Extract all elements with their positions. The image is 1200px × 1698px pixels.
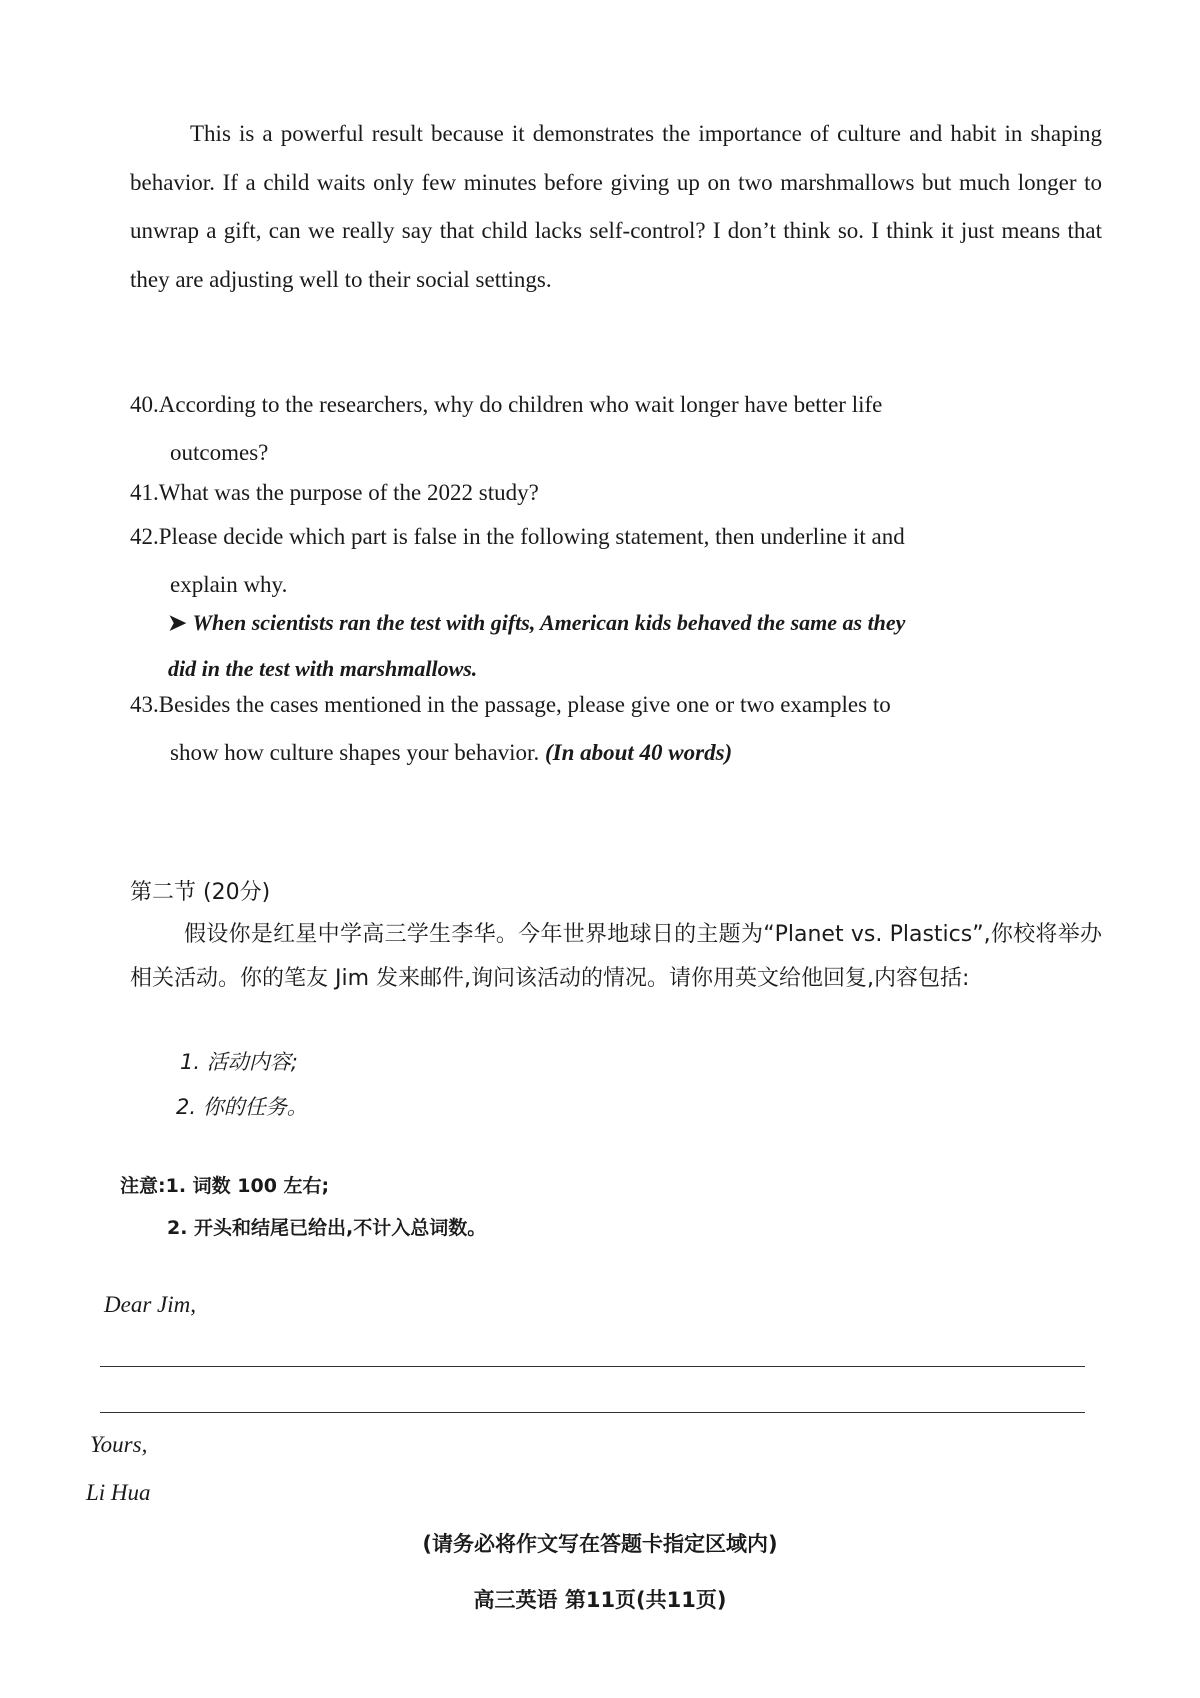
false-statement xyxy=(168,600,1102,692)
question-text: Please decide which part is false in the following statement, then underline it and xyxy=(158,524,905,549)
word-limit: (In about 40 words) xyxy=(544,740,733,765)
note-2: 2. 开头和结尾已给出,不计入总词数。 xyxy=(167,1217,487,1239)
page-info: 高三英语 第11页(共11页) xyxy=(473,1588,727,1612)
question-text: What was the purpose of the 2022 study? xyxy=(158,480,539,505)
footer-instruction: (请务必将作文写在答题卡指定区域内) xyxy=(422,1532,778,1556)
passage-paragraph: This is a powerful result because it demonstrates the importance of culture and habit in shaping behavior. If a child waits only few minutes before giving up on two marshmallows but much longer to unwrap a gift, can we really say that child lacks self-control? I don’t think so. I think it just means that they are adjusting well to their social settings. xyxy=(130,121,1102,292)
question-text: Besides the cases mentioned in the passage, please give one or two examples to xyxy=(158,692,891,717)
question-41 xyxy=(130,469,1102,517)
question-number: 41. xyxy=(130,480,159,505)
section-title: 第二节 (20分) xyxy=(130,880,271,905)
writing-line-1 xyxy=(100,1366,1085,1367)
prompt-item-1: 1. 活动内容; xyxy=(180,1050,298,1074)
prompt-item-2: 2. 你的任务。 xyxy=(176,1095,308,1119)
writing-prompt: 假设你是红星中学高三学生李华。今年世界地球日的主题为“Planet vs. Plastics”,你校将举办相关活动。你的笔友 Jim 发来邮件,询问该活动的情况。请你用英文给他回复,内容包括: xyxy=(130,922,1102,991)
statement-line-2: did in the test with marshmallows. xyxy=(168,656,478,681)
note-1: 注意:1. 词数 100 左右; xyxy=(120,1175,330,1197)
letter-closing: Yours, xyxy=(90,1432,148,1457)
arrow-icon: ➤ xyxy=(168,610,187,635)
question-number: 42. xyxy=(130,524,159,549)
question-number: 43. xyxy=(130,692,159,717)
question-40 xyxy=(130,381,1102,477)
question-number: 40. xyxy=(130,392,159,417)
question-text-continued: outcomes? xyxy=(170,440,269,465)
letter-signature: Li Hua xyxy=(86,1480,151,1505)
question-42 xyxy=(130,513,1102,609)
letter-greeting: Dear Jim, xyxy=(104,1292,196,1317)
question-text: According to the researchers, why do children who wait longer have better life xyxy=(158,392,883,417)
question-text-continued: explain why. xyxy=(170,572,288,597)
writing-line-2 xyxy=(100,1412,1085,1413)
statement-line-1: When scientists ran the test with gifts, American kids behaved the same as they xyxy=(192,610,906,635)
question-43 xyxy=(130,681,1102,777)
question-text-continued: show how culture shapes your behavior. xyxy=(170,740,540,765)
